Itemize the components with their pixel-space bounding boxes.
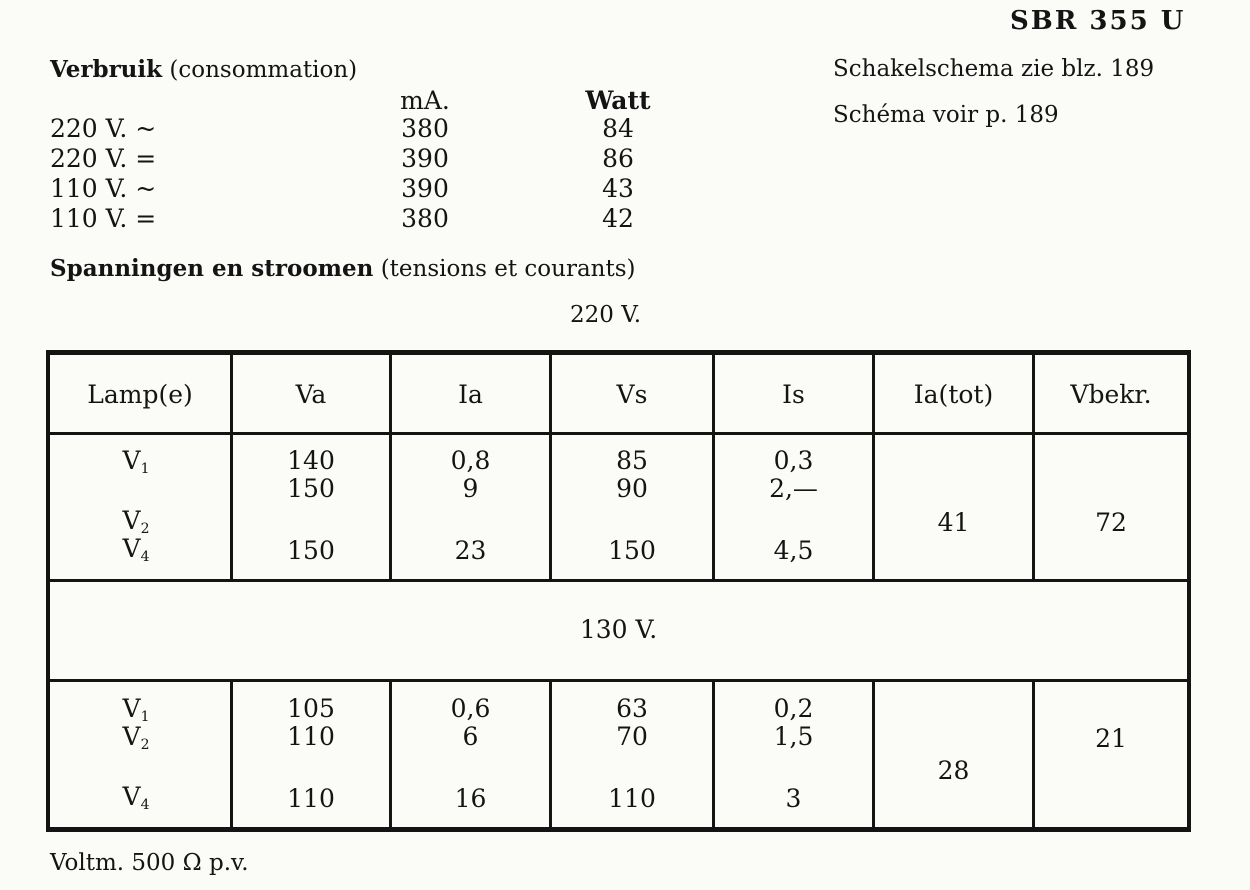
- lamp-cell: $V_2$: [122, 506, 150, 537]
- consumption-header-ma: mA.: [400, 86, 450, 115]
- lamp-cell: $V_4$: [122, 782, 150, 813]
- is-cell: 2,—: [769, 474, 818, 503]
- va-cell: 110: [287, 722, 335, 751]
- vs-cell: 90: [616, 474, 648, 503]
- table-top-border: [46, 350, 1191, 355]
- header-divider: [46, 432, 1191, 435]
- lamp-cell: $V_1$: [122, 694, 150, 725]
- schema-reference-nl: Schakelschema zie blz. 189: [833, 56, 1155, 82]
- header-lamp: Lamp(e): [87, 380, 193, 409]
- ia-cell: 6: [462, 722, 479, 751]
- consumption-watt: 42: [602, 204, 634, 233]
- vs-cell: 70: [616, 722, 648, 751]
- header-vbekr: Vbekr.: [1070, 380, 1152, 409]
- header-ia: Ia: [458, 380, 483, 409]
- section2-divider: [46, 679, 1191, 682]
- vbekr-cell: 21: [1095, 724, 1127, 753]
- column-divider: [872, 682, 875, 827]
- vs-cell: 150: [608, 536, 656, 565]
- table-bottom-border: [46, 827, 1191, 832]
- table-left-border: [46, 350, 50, 832]
- voltmeter-note: Voltm. 500 Ω p.v.: [50, 850, 249, 876]
- column-divider: [1032, 682, 1035, 827]
- ia-cell: 16: [454, 784, 487, 813]
- measurement-table: [46, 350, 1191, 832]
- table-right-border: [1187, 350, 1191, 832]
- va-cell: 140: [287, 446, 335, 475]
- model-title: SBR 355 U: [1010, 6, 1186, 36]
- voltages-title: Spanningen en stroomen: [50, 255, 374, 282]
- header-vs: Vs: [616, 380, 648, 409]
- ia-cell: 9: [462, 474, 479, 503]
- voltages-heading: [50, 255, 636, 282]
- consumption-ma: 380: [401, 204, 449, 233]
- section-130v-label: 130 V.: [579, 615, 658, 644]
- ia-cell: 0,6: [450, 694, 491, 723]
- consumption-voltage: 220 V. =: [50, 144, 157, 173]
- consumption-voltage: 220 V. ~: [50, 114, 157, 143]
- ia-tot-cell: 41: [937, 508, 970, 537]
- is-cell: 4,5: [773, 536, 814, 565]
- consumption-subtitle: (consommation): [169, 57, 358, 83]
- consumption-heading: [50, 56, 357, 83]
- va-cell: 110: [287, 784, 335, 813]
- ia-tot-cell: 28: [937, 756, 970, 785]
- voltages-subtitle: (tensions et courants): [380, 256, 636, 282]
- consumption-watt: 84: [602, 114, 634, 143]
- is-cell: 3: [785, 784, 802, 813]
- section1-divider: [46, 579, 1191, 582]
- is-cell: 0,2: [773, 694, 814, 723]
- vbekr-cell: 72: [1095, 508, 1127, 537]
- va-cell: 105: [287, 694, 335, 723]
- vs-cell: 63: [616, 694, 648, 723]
- consumption-header-watt: Watt: [585, 86, 651, 115]
- consumption-voltage: 110 V. ~: [50, 174, 157, 203]
- schema-reference-fr: Schéma voir p. 189: [833, 102, 1059, 128]
- header-va: Va: [295, 380, 327, 409]
- header-ia-tot: Ia(tot): [913, 380, 994, 409]
- is-cell: 1,5: [773, 722, 814, 751]
- ia-cell: 23: [454, 536, 487, 565]
- vs-cell: 85: [616, 446, 648, 475]
- lamp-cell: $V_2$: [122, 722, 150, 753]
- is-cell: 0,3: [773, 446, 814, 475]
- ia-cell: 0,8: [450, 446, 491, 475]
- consumption-watt: 86: [602, 144, 634, 173]
- section-220v-label: 220 V.: [570, 302, 642, 328]
- consumption-ma: 380: [401, 114, 449, 143]
- va-cell: 150: [287, 536, 335, 565]
- header-is: Is: [782, 380, 805, 409]
- consumption-title: Verbruik: [50, 56, 163, 83]
- va-cell: 150: [287, 474, 335, 503]
- consumption-watt: 43: [602, 174, 634, 203]
- lamp-cell: $V_4$: [122, 534, 150, 565]
- lamp-cell: $V_1$: [122, 446, 150, 477]
- consumption-voltage: 110 V. =: [50, 204, 157, 233]
- consumption-ma: 390: [401, 174, 449, 203]
- vs-cell: 110: [608, 784, 656, 813]
- consumption-ma: 390: [401, 144, 449, 173]
